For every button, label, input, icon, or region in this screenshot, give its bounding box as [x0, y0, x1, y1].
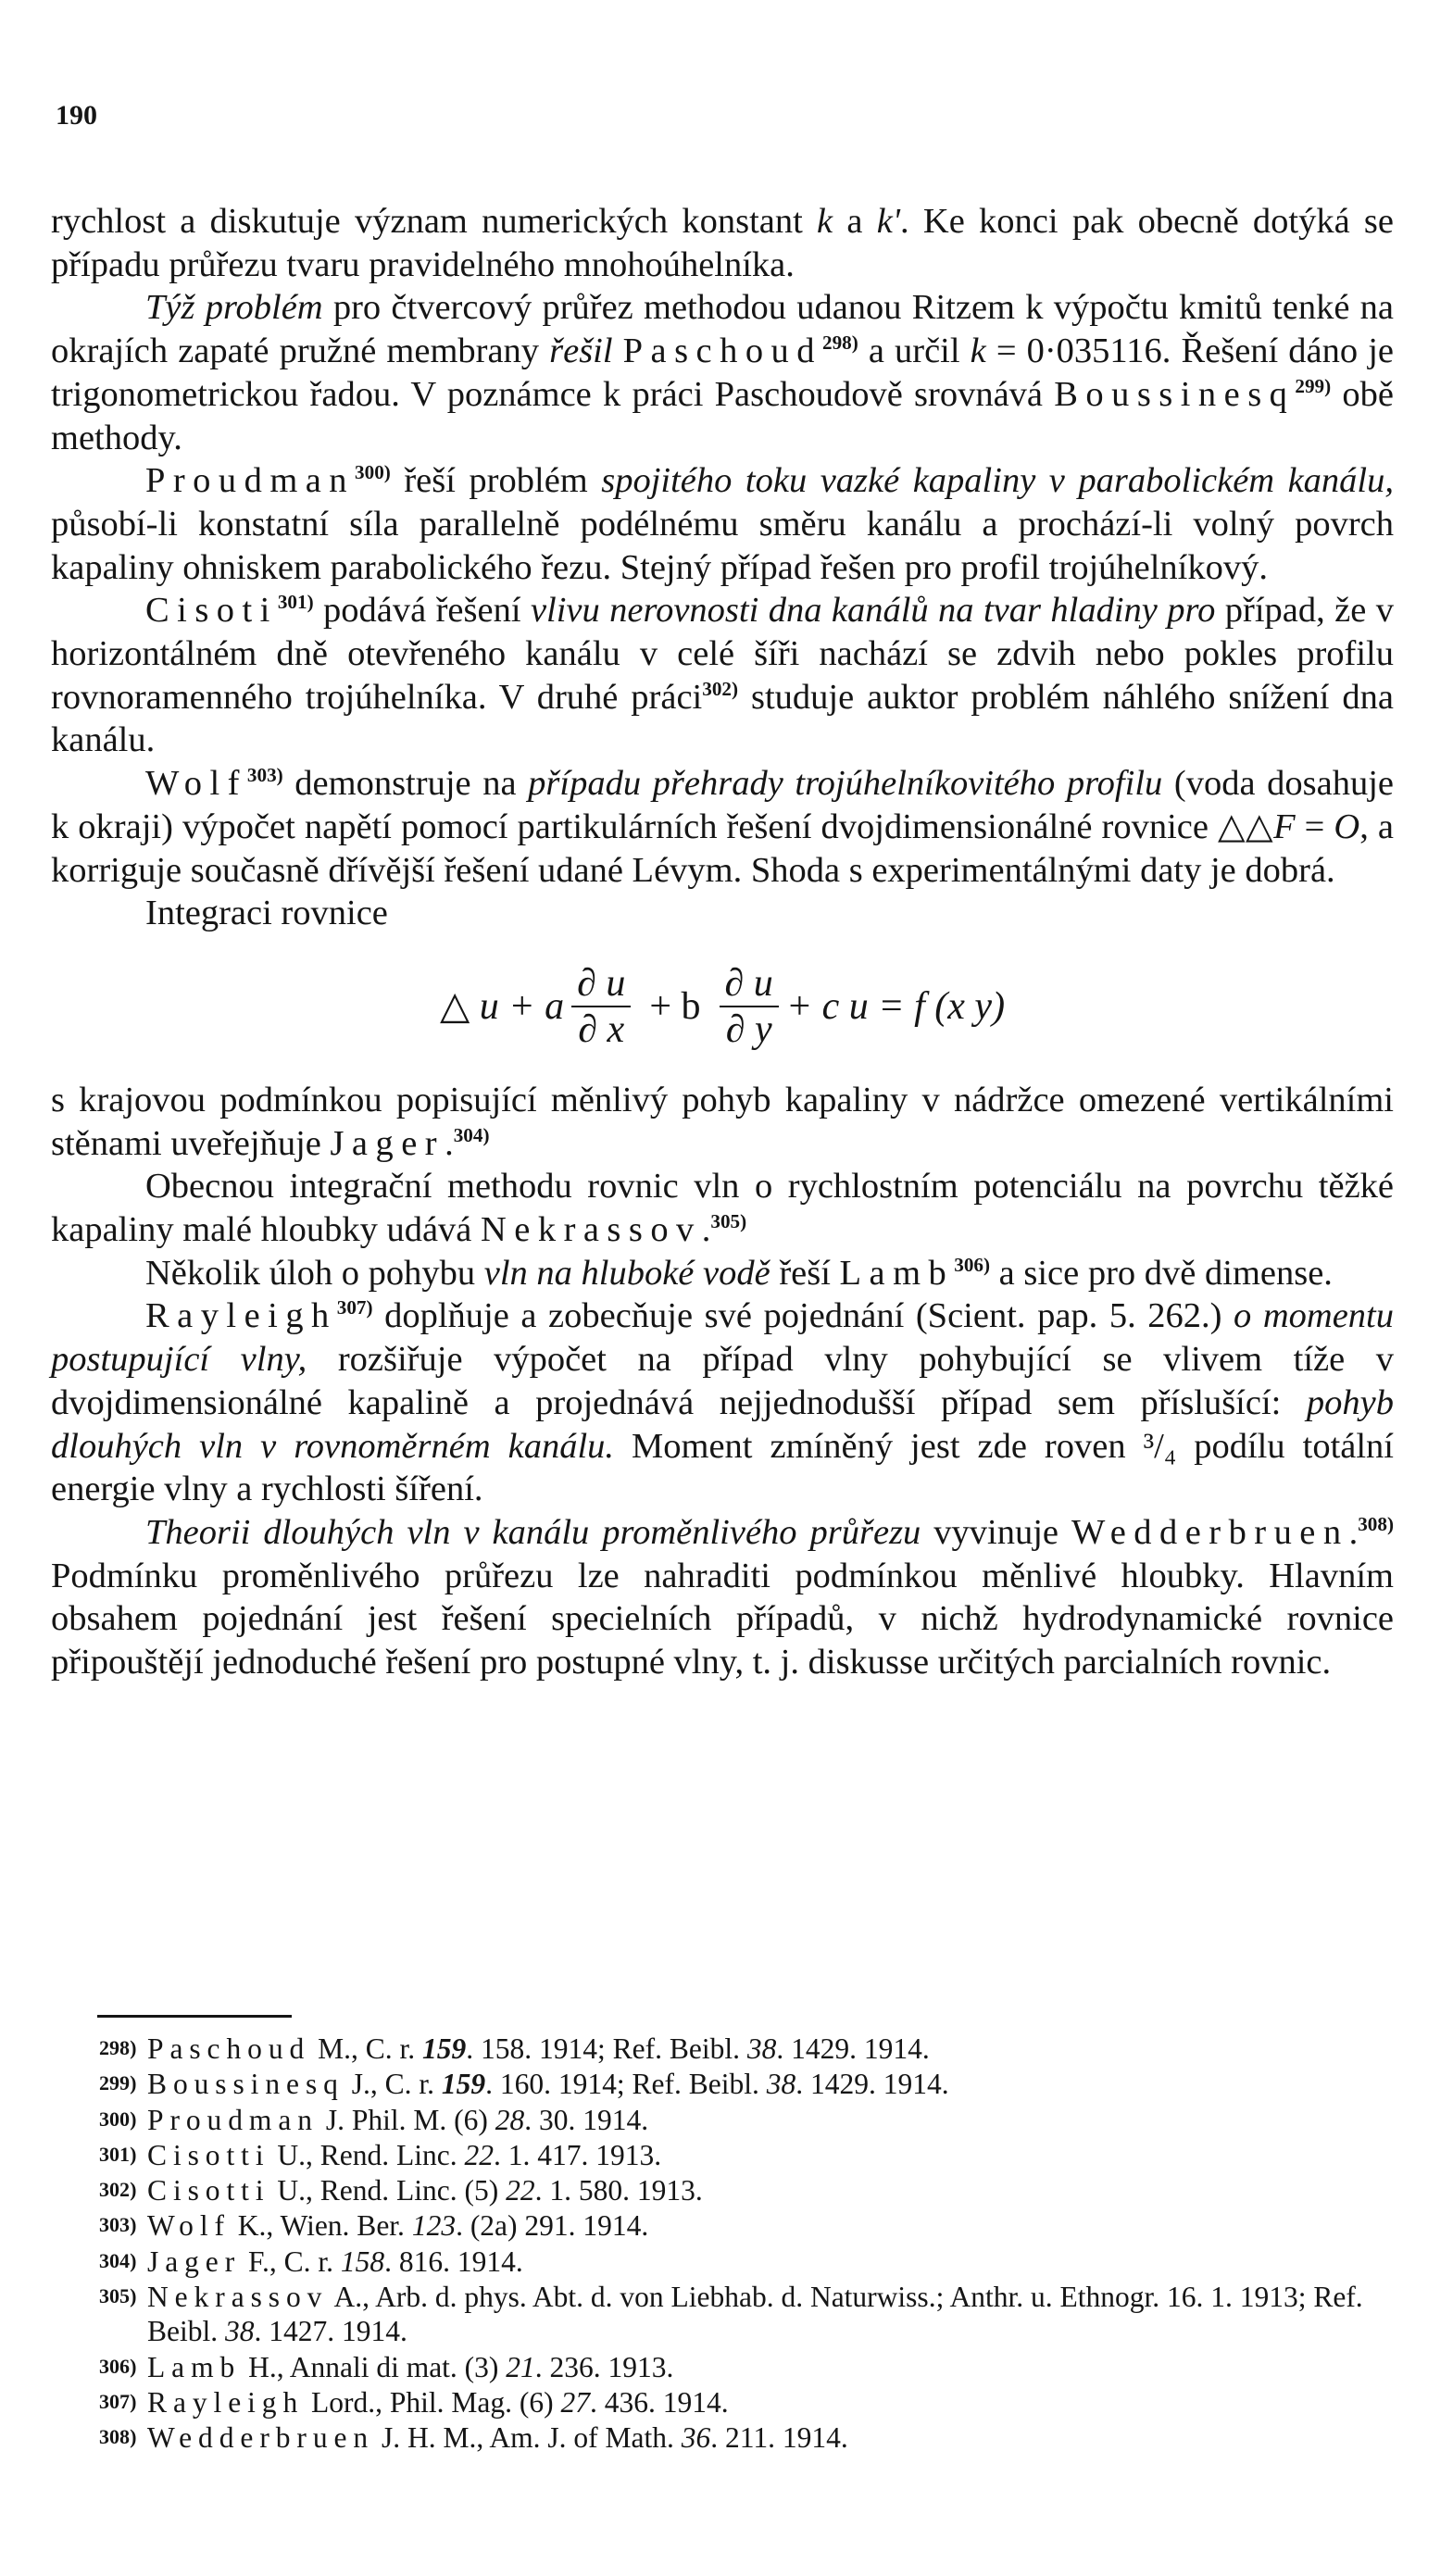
text-run: A., Arb. d. phys. Abt. d. von Liebhab. d. Naturwiss.; Anthr. u. Ethnogr. 16. 1. 1913; Ref. Beibl.: [147, 2281, 1363, 2348]
equation-tail: + c u = f (x y): [785, 985, 1006, 1029]
emphasis-text: pohyb dlouhých vln v rovnoměrném kanálu.: [51, 1382, 1394, 1466]
footnote-number: 301): [99, 2142, 137, 2166]
emphasis-text: Týž problém: [145, 288, 323, 328]
text-run: obě methody.: [51, 374, 1394, 457]
text-run: = 0·035116. Řešení dáno je trigonometrickou řadou. V poznámce k práci Paschoudově srovnává: [51, 331, 1395, 414]
main-text: [51, 200, 1394, 1684]
footnote-ref: 298): [822, 331, 858, 355]
footnote-ref: 304): [453, 1123, 490, 1146]
text-run: s krajovou podmínkou popisující měnlivý pohyb kapaliny v nádržce omezené vertikálními stěnami uveřejňuje: [51, 1080, 1394, 1163]
footnote: [48, 2102, 1400, 2137]
fraction-du-dy: [720, 963, 779, 1050]
footnote: [48, 2384, 1400, 2420]
emphasis-text: F: [1273, 807, 1296, 846]
author-name: Paschoud: [622, 331, 822, 371]
text-run: demonstruje na: [282, 764, 529, 804]
emphasis-text: k: [817, 202, 833, 241]
author-name: Cisoti: [145, 591, 278, 631]
paragraph: [51, 892, 1394, 935]
text-run: a sice pro dvě dimense.: [990, 1253, 1333, 1293]
footnote: [48, 2137, 1400, 2172]
text-run: (voda dosahuje k okraji) výpočet napětí pomocí partikulárních řešení dvojdimensionálné rovnice △△: [51, 764, 1394, 846]
emphasis-text: o momentu postupující vlny,: [51, 1296, 1394, 1380]
emphasis-text: k: [970, 331, 986, 371]
text-run: J. H. M., Am. J. of Math.: [374, 2421, 682, 2455]
emphasis-text: 36: [681, 2421, 711, 2455]
text-run: =: [1295, 807, 1334, 846]
author-name: Cisotti: [147, 2138, 270, 2171]
emphasis-text: vlivu nerovnosti dna kanálů na tvar hladiny pro: [530, 591, 1216, 631]
text-run: Moment zmíněný jest zde roven ³/₄ podílu totální energie vlny a rychlosti šíření.: [51, 1426, 1394, 1509]
equation: [51, 935, 1394, 1079]
author-name: Cisotti: [147, 2174, 270, 2207]
text-run: U., Rend. Linc. (5): [269, 2174, 507, 2207]
text-run: .: [1348, 1512, 1359, 1552]
paragraph: [51, 1165, 1394, 1251]
footnote-ref: 307): [336, 1296, 373, 1319]
text-run: .: [445, 1123, 454, 1163]
footnote: [48, 2349, 1400, 2384]
footnote-number: 303): [99, 2213, 137, 2237]
page-number: 190: [56, 100, 97, 131]
text-run: a určil: [858, 331, 971, 371]
text-run: rychlost a diskutuje význam numerických konstant: [51, 202, 818, 241]
text-run: Obecnou integrační methodu rovnic vln o rychlostním potenciálu na povrchu těžké kapaliny malé hloubky udává: [51, 1167, 1394, 1250]
author-name: Jager: [147, 2245, 242, 2278]
emphasis-text: 22: [464, 2138, 495, 2171]
author-name: Wolf: [147, 2209, 231, 2243]
footnotes: [48, 2031, 1400, 2456]
footnote: [48, 2420, 1400, 2455]
footnote-rule: [97, 2015, 292, 2018]
paragraph: [51, 589, 1394, 762]
footnote-ref: 300): [355, 461, 391, 484]
footnote-number: 305): [99, 2284, 137, 2308]
text-run: Integraci rovnice: [145, 894, 388, 933]
paragraph: [51, 1079, 1394, 1165]
text-run: . 158. 1914; Ref. Beibl.: [466, 2032, 747, 2065]
footnote-ref: 301): [277, 591, 314, 614]
author-name: Boussinesq: [147, 2068, 344, 2101]
text-run: vyvinuje: [921, 1512, 1071, 1552]
footnote-ref: 302): [702, 677, 739, 700]
text-run: J. Phil. M. (6): [318, 2103, 495, 2136]
paragraphs-before-equation: [51, 200, 1394, 935]
emphasis-text: 38: [766, 2068, 796, 2101]
footnote-ref: 305): [710, 1210, 747, 1233]
text-run: K., Wien. Ber.: [230, 2209, 412, 2243]
text-run: . 816. 1914.: [384, 2245, 523, 2278]
emphasis-text: 159: [441, 2068, 486, 2101]
text-run: U., Rend. Linc.: [269, 2138, 465, 2171]
paragraph: [51, 1511, 1394, 1684]
text-run: . 1429. 1914.: [776, 2032, 930, 2065]
text-run: řeší problém: [390, 461, 602, 501]
text-run: řeší: [770, 1253, 840, 1293]
text-run: J., C. r.: [344, 2068, 442, 2101]
paragraphs-after-equation: [51, 1079, 1394, 1684]
footnote-number: 308): [99, 2425, 137, 2449]
text-run: .: [701, 1210, 711, 1250]
footnote: [48, 2031, 1400, 2066]
footnote: [48, 2172, 1400, 2207]
footnote-ref: 308): [1358, 1513, 1394, 1536]
text-run: působí-li konstatní síla parallelně podélnému směru kanálu a prochází-li volný povrch kapaliny ohniskem parabolického řezu. Stejný případ řešen pro profil trojúhelníkový.: [51, 504, 1394, 587]
emphasis-text: 38: [225, 2315, 255, 2348]
emphasis-text: Theorii dlouhých vln v kanálu proměnlivého průřezu: [145, 1512, 921, 1552]
author-name: Wedderbruen: [1071, 1512, 1349, 1552]
author-name: Lamb: [147, 2350, 242, 2383]
text-run: . 436. 1914.: [590, 2385, 729, 2419]
text-run: případ, že v horizontálném dně otevřeného kanálu v celé šíři nachází se zdvih nebo pokles profilu rovnoramenného trojúhelníka. V druhé práci: [51, 591, 1394, 717]
text-run: Lord., Phil. Mag. (6): [304, 2385, 561, 2419]
emphasis-text: řešil: [549, 331, 613, 371]
footnote: [48, 2244, 1400, 2279]
fraction-du-dx: [571, 963, 631, 1050]
emphasis-text: 38: [746, 2032, 777, 2065]
text-run: . 1. 417. 1913.: [494, 2138, 662, 2171]
text-run: studuje auktor problém náhlého snížení dna kanálu.: [51, 677, 1394, 760]
author-name: Proudman: [145, 461, 356, 501]
text-run: doplňuje a zobecňuje své pojednání (Scient. pap. 5. 262.): [372, 1296, 1234, 1336]
footnote-number: 300): [99, 2107, 137, 2131]
author-name: Nekrassov: [481, 1210, 702, 1250]
footnote-ref: 303): [246, 764, 283, 787]
footnote-number: 306): [99, 2354, 137, 2378]
emphasis-text: O: [1334, 807, 1360, 846]
fraction-numerator: ∂ u: [720, 963, 779, 1007]
footnote: [48, 2279, 1400, 2349]
equation-lead: △ u + a: [439, 985, 565, 1029]
paragraph: [51, 1252, 1394, 1295]
text-run: . 1. 580. 1913.: [534, 2174, 703, 2207]
author-name: Paschoud: [147, 2032, 311, 2065]
footnote-number: 307): [99, 2389, 137, 2413]
text-run: . Ke konci pak obecně dotýká se případu průřezu tvaru pravidelného mnohoúhelníka.: [51, 202, 1394, 284]
author-name: Proudman: [147, 2103, 319, 2136]
author-name: Rayleigh: [145, 1296, 337, 1336]
emphasis-text: případu přehrady trojúhelníkovitého profilu: [528, 764, 1163, 804]
fraction-denominator: ∂ x: [578, 1008, 625, 1052]
author-name: Wedderbruen: [147, 2421, 375, 2455]
paragraph: [51, 1294, 1394, 1511]
emphasis-text: vln na hluboké vodě: [483, 1253, 770, 1293]
emphasis-text: 28: [495, 2103, 525, 2136]
footnote-number: 298): [99, 2036, 137, 2059]
text-run: [613, 331, 623, 370]
text-run: . 160. 1914; Ref. Beibl.: [485, 2068, 767, 2101]
fraction-denominator: ∂ y: [725, 1008, 772, 1052]
footnote-ref: 299): [1295, 374, 1332, 397]
footnote-ref: 306): [954, 1253, 991, 1276]
text-run: . 1429. 1914.: [795, 2068, 949, 2101]
text-run: M., C. r.: [310, 2032, 422, 2065]
text-run: pro čtvercový průřez methodou udanou Ritzem k výpočtu kmitů tenké na okrajích zapaté pružné membrany: [51, 288, 1395, 371]
text-run: . 236. 1913.: [534, 2350, 674, 2383]
author-name: Boussinesq: [1054, 374, 1296, 414]
text-run: H., Annali di mat. (3): [241, 2350, 507, 2383]
footnote-number: 299): [99, 2071, 137, 2095]
text-run: a: [833, 202, 877, 241]
equation-operator: + b: [649, 985, 701, 1029]
emphasis-text: 22: [506, 2174, 535, 2207]
text-run: . 30. 1914.: [524, 2103, 649, 2136]
emphasis-text: 123: [411, 2209, 457, 2243]
emphasis-text: k': [876, 202, 901, 241]
emphasis-text: spojitého toku vazké kapaliny v parabolickém kanálu,: [601, 461, 1394, 501]
emphasis-text: 158: [340, 2245, 385, 2278]
text-run: , a korriguje současně dřívější řešení udané Lévym. Shoda s experimentálnými daty je dobrá.: [51, 807, 1394, 890]
text-run: rozšiřuje výpočet na případ vlny pohybující se vlivem tíže v dvojdimensionálné kapalině a projednává nejjednodušší případ sem příslušící:: [51, 1340, 1395, 1422]
author-name: Jager: [330, 1123, 445, 1163]
footnote: [48, 2207, 1400, 2243]
paragraph: [51, 459, 1394, 589]
paragraph: [51, 762, 1394, 892]
emphasis-text: 21: [506, 2350, 535, 2383]
text-run: . (2a) 291. 1914.: [456, 2209, 649, 2243]
author-name: Wolf: [145, 764, 247, 804]
paragraph: [51, 286, 1394, 459]
author-name: Rayleigh: [147, 2385, 305, 2419]
author-name: Lamb: [839, 1253, 955, 1293]
text-run: Několik úloh o pohybu: [145, 1253, 484, 1293]
text-run: podává řešení: [313, 591, 531, 631]
footnote: [48, 2066, 1400, 2101]
emphasis-text: 159: [421, 2032, 467, 2065]
text-run: F., C. r.: [241, 2245, 341, 2278]
emphasis-text: 27: [560, 2385, 591, 2419]
text-run: . 1427. 1914.: [254, 2315, 407, 2348]
footnote-number: 302): [99, 2178, 137, 2202]
footnote-number: 304): [99, 2248, 137, 2272]
author-name: Nekrassov: [147, 2281, 329, 2314]
text-run: . 211. 1914.: [710, 2421, 848, 2455]
text-run: Podmínku proměnlivého průřezu lze nahraditi podmínkou měnlivé hloubky. Hlavním obsahem pojednání jest řešení specielních případů, v nichž hydrodynamické rovnice připouštějí jednoduché řešení pro postupné vlny, t. j. diskusse určitých parcialních rovnic.: [51, 1556, 1394, 1682]
fraction-numerator: ∂ u: [571, 963, 631, 1007]
paragraph: [51, 200, 1394, 286]
